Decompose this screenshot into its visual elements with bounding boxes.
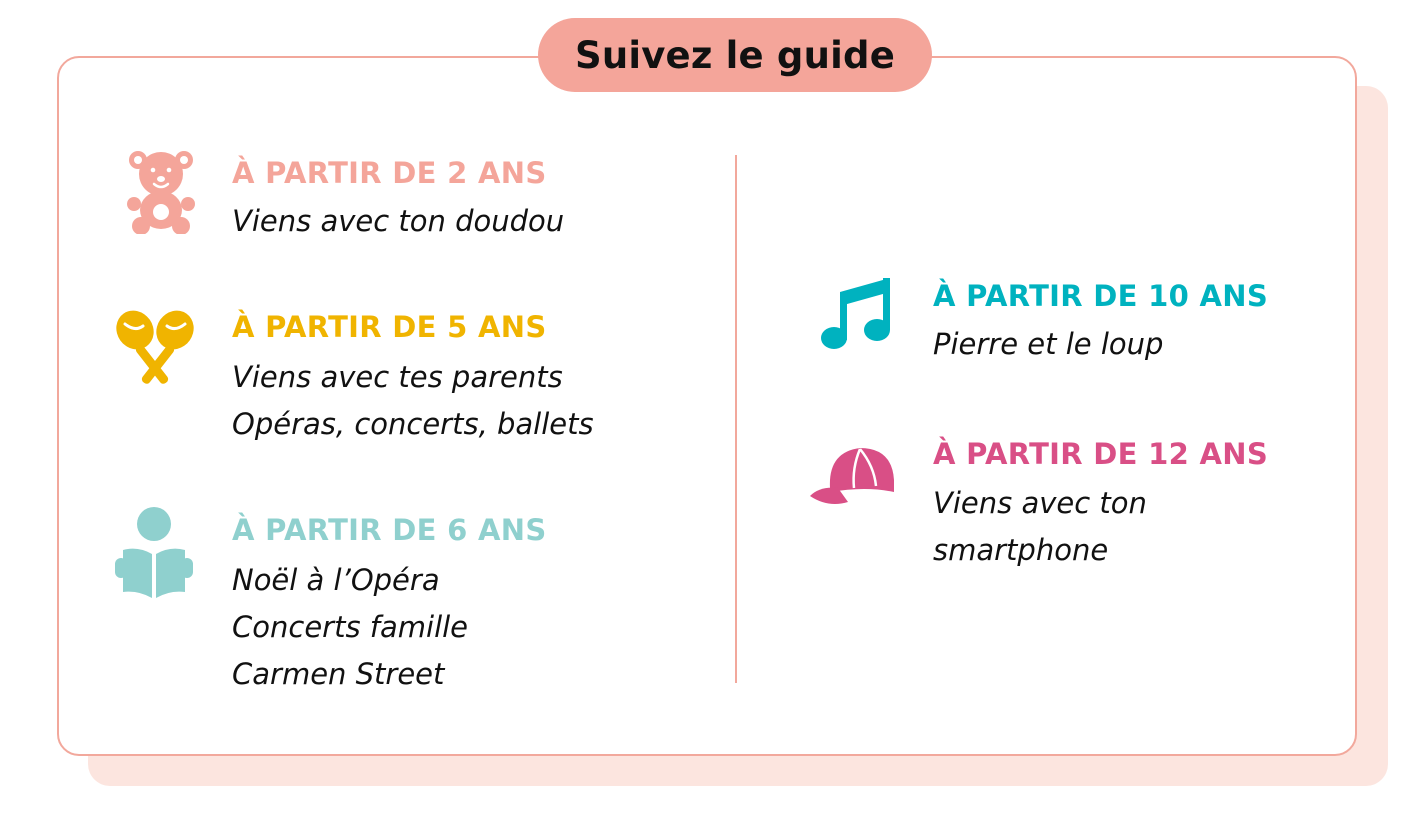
music-note-icon [820,276,894,352]
entry-line: Opéras, concerts, ballets [232,407,594,441]
entry-description [232,557,468,698]
entry-heading: À PARTIR DE 6 ANS [232,513,547,547]
entry-line: Viens avec ton doudou [232,204,565,238]
entry-line: Viens avec tes parents [232,360,563,394]
entry-line: Pierre et le loup [933,327,1164,361]
page-title: Suivez le guide [538,18,932,92]
cap-icon [808,444,898,510]
maracas-icon [113,306,197,388]
column-divider [735,155,737,683]
entry-line: Carmen Street [232,657,445,691]
entry-heading: À PARTIR DE 12 ANS [933,437,1269,471]
entry-line: Concerts famille [232,610,469,644]
entry-description [933,321,1163,368]
entry-description [232,198,564,245]
entry-heading: À PARTIR DE 2 ANS [232,156,547,190]
reading-child-icon [113,506,195,598]
entry-heading: À PARTIR DE 5 ANS [232,310,547,344]
entry-line: Noël à l’Opéra [232,563,440,597]
entry-description [232,354,594,448]
entry-heading: À PARTIR DE 10 ANS [933,279,1269,313]
teddy-bear-icon [126,148,196,234]
entry-line: smartphone [933,533,1109,567]
entry-line: Viens avec ton [933,486,1147,520]
entry-description [933,480,1147,574]
